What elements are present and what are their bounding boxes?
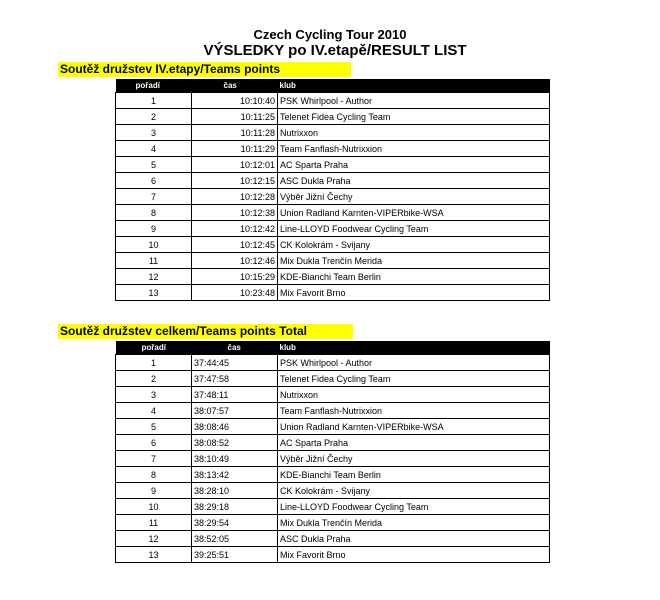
time-cell: 39:25:51 bbox=[192, 547, 278, 563]
rank-cell: 2 bbox=[116, 371, 192, 387]
club-cell: CK Kolokrám - Svijany bbox=[278, 237, 550, 253]
total-teams-section-title: Soutěž družstev celkem/Teams points Total bbox=[58, 324, 353, 339]
club-cell: Line-LLOYD Foodwear Cycling Team bbox=[278, 499, 550, 515]
time-cell: 10:12:01 bbox=[192, 157, 278, 173]
rank-cell: 2 bbox=[116, 109, 192, 125]
rank-cell: 11 bbox=[116, 253, 192, 269]
table-row bbox=[116, 547, 550, 563]
rank-cell: 12 bbox=[116, 531, 192, 547]
table-row bbox=[116, 157, 550, 173]
table-row bbox=[116, 141, 550, 157]
time-cell: 37:48:11 bbox=[192, 387, 278, 403]
time-cell: 10:11:29 bbox=[192, 141, 278, 157]
club-cell: AC Sparta Praha bbox=[278, 157, 550, 173]
club-cell: CK Kolokrám - Svijany bbox=[278, 483, 550, 499]
table-row bbox=[116, 435, 550, 451]
time-cell: 37:44:45 bbox=[192, 355, 278, 371]
table-row bbox=[116, 237, 550, 253]
table-row bbox=[116, 483, 550, 499]
time-cell: 10:11:28 bbox=[192, 125, 278, 141]
total-teams-table bbox=[115, 341, 550, 563]
time-cell: 10:12:46 bbox=[192, 253, 278, 269]
rank-cell: 6 bbox=[116, 173, 192, 189]
time-cell: 38:28:10 bbox=[192, 483, 278, 499]
table-row bbox=[116, 285, 550, 301]
time-cell: 38:29:18 bbox=[192, 499, 278, 515]
rank-cell: 11 bbox=[116, 515, 192, 531]
club-cell: PSK Whirlpool - Author bbox=[278, 355, 550, 371]
time-cell: 38:29:54 bbox=[192, 515, 278, 531]
stage-teams-table-body bbox=[116, 93, 550, 301]
rank-cell: 9 bbox=[116, 221, 192, 237]
club-cell: Mix Favorit Brno bbox=[278, 547, 550, 563]
stage-teams-table-header bbox=[116, 79, 550, 93]
document-title: Czech Cycling Tour 2010 bbox=[253, 27, 407, 42]
table-row bbox=[116, 467, 550, 483]
rank-cell: 6 bbox=[116, 435, 192, 451]
table-row bbox=[116, 531, 550, 547]
table-row bbox=[116, 173, 550, 189]
document-subtitle: VÝSLEDKY po IV.etapě/RESULT LIST bbox=[203, 42, 467, 59]
rank-cell: 7 bbox=[116, 451, 192, 467]
table-row bbox=[116, 387, 550, 403]
rank-cell: 1 bbox=[116, 93, 192, 109]
club-cell: Telenet Fidea Cycling Team bbox=[278, 109, 550, 125]
table-row bbox=[116, 451, 550, 467]
club-cell: Team Fanflash-Nutrixxion bbox=[278, 403, 550, 419]
table-row bbox=[116, 371, 550, 387]
time-cell: 38:10:49 bbox=[192, 451, 278, 467]
rank-cell: 13 bbox=[116, 285, 192, 301]
rank-cell: 1 bbox=[116, 355, 192, 371]
rank-cell: 4 bbox=[116, 141, 192, 157]
club-cell: Telenet Fidea Cycling Team bbox=[278, 371, 550, 387]
time-cell: 10:11:25 bbox=[192, 109, 278, 125]
rank-column-header: pořadí bbox=[116, 79, 192, 93]
rank-cell: 8 bbox=[116, 205, 192, 221]
rank-cell: 5 bbox=[116, 419, 192, 435]
table-row bbox=[116, 189, 550, 205]
time-cell: 38:08:52 bbox=[192, 435, 278, 451]
time-cell: 38:08:46 bbox=[192, 419, 278, 435]
table-row bbox=[116, 269, 550, 285]
club-cell: Nutrixxon bbox=[278, 387, 550, 403]
time-cell: 38:52:05 bbox=[192, 531, 278, 547]
table-row bbox=[116, 93, 550, 109]
stage-teams-section-title: Soutěž družstev IV.etapy/Teams points bbox=[58, 62, 351, 77]
rank-cell: 13 bbox=[116, 547, 192, 563]
time-cell: 10:15:29 bbox=[192, 269, 278, 285]
club-cell: Team Fanflash-Nutrixxion bbox=[278, 141, 550, 157]
club-cell: Union Radland Karnten-VIPERbike-WSA bbox=[278, 419, 550, 435]
club-column-header: klub bbox=[278, 79, 550, 93]
time-cell: 37:47:58 bbox=[192, 371, 278, 387]
club-cell: PSK Whirlpool - Author bbox=[278, 93, 550, 109]
stage-teams-table bbox=[115, 79, 550, 301]
club-cell: Union Radland Karnten-VIPERbike-WSA bbox=[278, 205, 550, 221]
rank-column-header: pořadí bbox=[116, 341, 192, 355]
rank-cell: 3 bbox=[116, 387, 192, 403]
time-cell: 10:12:42 bbox=[192, 221, 278, 237]
time-cell: 10:23:48 bbox=[192, 285, 278, 301]
table-row bbox=[116, 499, 550, 515]
total-teams-table-body bbox=[116, 355, 550, 563]
club-cell: KDE-Bianchi Team Berlin bbox=[278, 467, 550, 483]
club-column-header: klub bbox=[278, 341, 550, 355]
table-row bbox=[116, 109, 550, 125]
rank-cell: 10 bbox=[116, 499, 192, 515]
time-column-header: čas bbox=[192, 79, 278, 93]
rank-cell: 8 bbox=[116, 467, 192, 483]
time-cell: 10:12:15 bbox=[192, 173, 278, 189]
club-cell: Mix Dukla Trenčín Merida bbox=[278, 253, 550, 269]
time-cell: 38:07:57 bbox=[192, 403, 278, 419]
table-row bbox=[116, 125, 550, 141]
rank-cell: 5 bbox=[116, 157, 192, 173]
club-cell: Nutrixxon bbox=[278, 125, 550, 141]
club-cell: KDE-Bianchi Team Berlin bbox=[278, 269, 550, 285]
club-cell: Mix Favorit Brno bbox=[278, 285, 550, 301]
table-row bbox=[116, 355, 550, 371]
table-row bbox=[116, 515, 550, 531]
time-column-header: čas bbox=[192, 341, 278, 355]
rank-cell: 9 bbox=[116, 483, 192, 499]
club-cell: ASC Dukla Praha bbox=[278, 531, 550, 547]
table-row bbox=[116, 403, 550, 419]
club-cell: Výběr Jižní Čechy bbox=[278, 189, 550, 205]
rank-cell: 3 bbox=[116, 125, 192, 141]
club-cell: ASC Dukla Praha bbox=[278, 173, 550, 189]
rank-cell: 12 bbox=[116, 269, 192, 285]
time-cell: 10:12:45 bbox=[192, 237, 278, 253]
time-cell: 38:13:42 bbox=[192, 467, 278, 483]
time-cell: 10:12:38 bbox=[192, 205, 278, 221]
rank-cell: 4 bbox=[116, 403, 192, 419]
club-cell: Výběr Jižní Čechy bbox=[278, 451, 550, 467]
total-teams-table-header bbox=[116, 341, 550, 355]
table-row bbox=[116, 221, 550, 237]
rank-cell: 10 bbox=[116, 237, 192, 253]
table-row bbox=[116, 253, 550, 269]
club-cell: AC Sparta Praha bbox=[278, 435, 550, 451]
table-row bbox=[116, 205, 550, 221]
rank-cell: 7 bbox=[116, 189, 192, 205]
table-row bbox=[116, 419, 550, 435]
club-cell: Line-LLOYD Foodwear Cycling Team bbox=[278, 221, 550, 237]
time-cell: 10:12:28 bbox=[192, 189, 278, 205]
club-cell: Mix Dukla Trenčín Merida bbox=[278, 515, 550, 531]
time-cell: 10:10:40 bbox=[192, 93, 278, 109]
